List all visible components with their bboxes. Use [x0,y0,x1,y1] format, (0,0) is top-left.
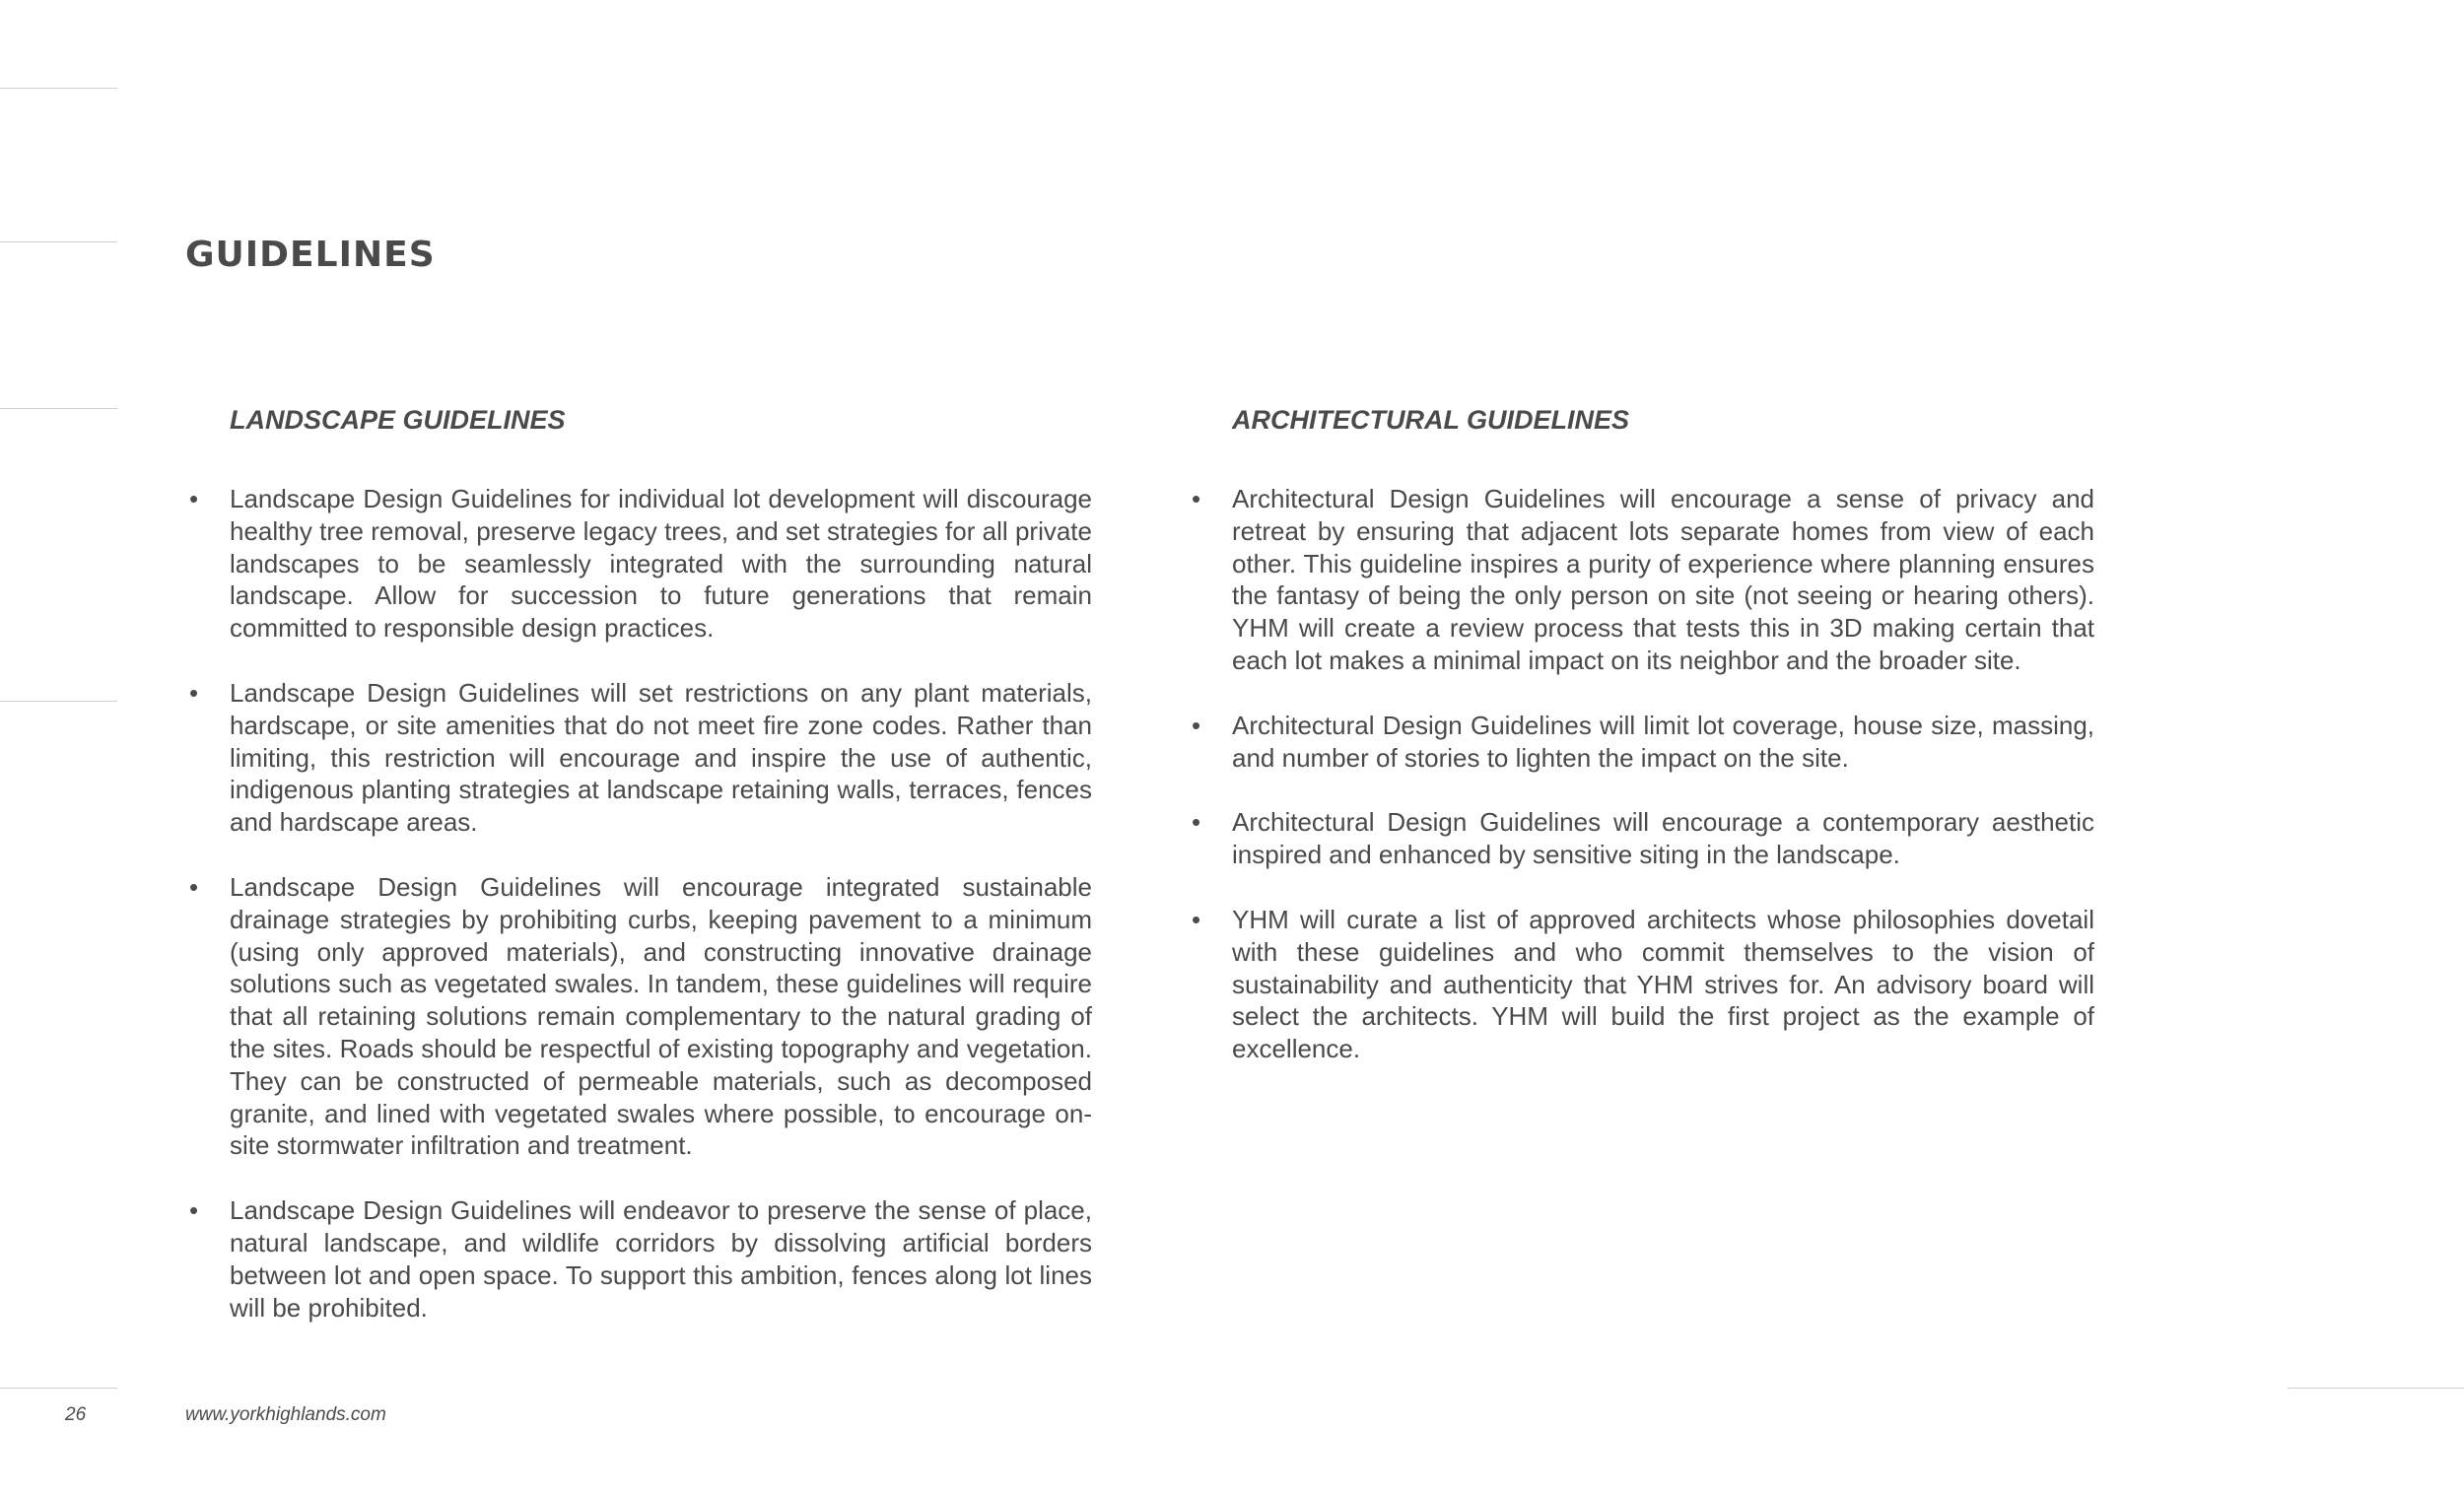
architectural-guidelines-list [1180,483,2094,1065]
list-item-text: Landscape Design Guidelines for individual lot development will discourage healthy tree removal, preserve legacy trees, and set strategies for all private landscapes to be seamlessly integrated with the surrounding natural landscape. Allow for succession to future generations that remain committed to responsible design practices. [230,484,1092,644]
list-item-text: Architectural Design Guidelines will encourage a sense of privacy and retreat by ensuring that adjacent lots separate homes from view of each other. This guideline inspires a purity of experience where planning ensures the fantasy of being the only person on site (not seeing or hearing others). YHM will create a review process that tests this in 3D making certain that each lot makes a minimal impact on its neighbor and the broader site. [1232,484,2094,675]
landscape-guidelines-section [177,402,1092,1356]
list-item-text: Architectural Design Guidelines will encourage a contemporary aesthetic inspired and enhanced by sensitive siting in the landscape. [1232,807,2094,870]
bullet-icon: • [189,677,199,708]
margin-rule [0,701,117,702]
bullet-icon: • [1192,807,1201,838]
architectural-guidelines-section [1180,402,2094,1098]
website-link[interactable]: www.yorkhighlands.com [185,1404,386,1425]
list-item [1180,806,2094,871]
bullet-icon: • [189,484,199,513]
list-item [177,677,1092,839]
bullet-icon: • [189,871,199,902]
list-item-text: Landscape Design Guidelines will set restrictions on any plant materials, hardscape, or site amenities that do not meet fire zone codes. Rather than limiting, this restriction will encourage and inspire the use of authentic, indigenous planting strategies at landscape retaining walls, terraces, fences and hardscape areas. [230,677,1092,838]
margin-rule [0,241,117,242]
list-item-text: Landscape Design Guidelines will encourage integrated sustainable drainage strategies by prohibiting curbs, keeping pavement to a minimum (using only approved materials), and constructing innovative drainage solutions such as vegetated swales. In tandem, these guidelines will require that all retaining solutions remain complementary to the natural grading of the sites. Roads should be respectful of existing topography and vegetation. They can be constructed of permeable materials, such as decomposed granite, and lined with vegetated swales where possible, to encourage on-site stormwater infiltration and treatment. [230,871,1092,1161]
list-item [177,871,1092,1162]
bullet-icon: • [189,1195,199,1226]
landscape-guidelines-list [177,483,1092,1324]
list-item-text: Architectural Design Guidelines will limit lot coverage, house size, massing, and number of stories to lighten the impact on the site. [1232,710,2094,773]
footer-rule-left [0,1388,117,1389]
footer-rule-right [2288,1388,2464,1389]
bullet-icon: • [1192,710,1201,740]
list-item [177,1194,1092,1324]
page-title: GUIDELINES [185,235,436,275]
page-number: 26 [65,1404,87,1425]
list-item [1180,904,2094,1065]
margin-rule [0,88,117,89]
bullet-icon: • [1192,904,1201,934]
margin-rule [0,408,117,409]
list-item [1180,710,2094,775]
list-item [177,483,1092,645]
landscape-guidelines-heading: LANDSCAPE GUIDELINES [230,405,566,435]
list-item [1180,483,2094,677]
bullet-icon: • [1192,484,1201,513]
list-item-text: YHM will curate a list of approved architects whose philosophies dovetail with these guidelines and who commit themselves to the vision of sustainability and authenticity that YHM strives for. An advisory board will select the architects. YHM will build the first project as the example of excellence. [1232,904,2094,1064]
list-item-text: Landscape Design Guidelines will endeavor to preserve the sense of place, natural landscape, and wildlife corridors by dissolving artificial borders between lot and open space. To support this ambition, fences along lot lines will be prohibited. [230,1195,1092,1323]
architectural-guidelines-heading: ARCHITECTURAL GUIDELINES [1232,405,1630,435]
